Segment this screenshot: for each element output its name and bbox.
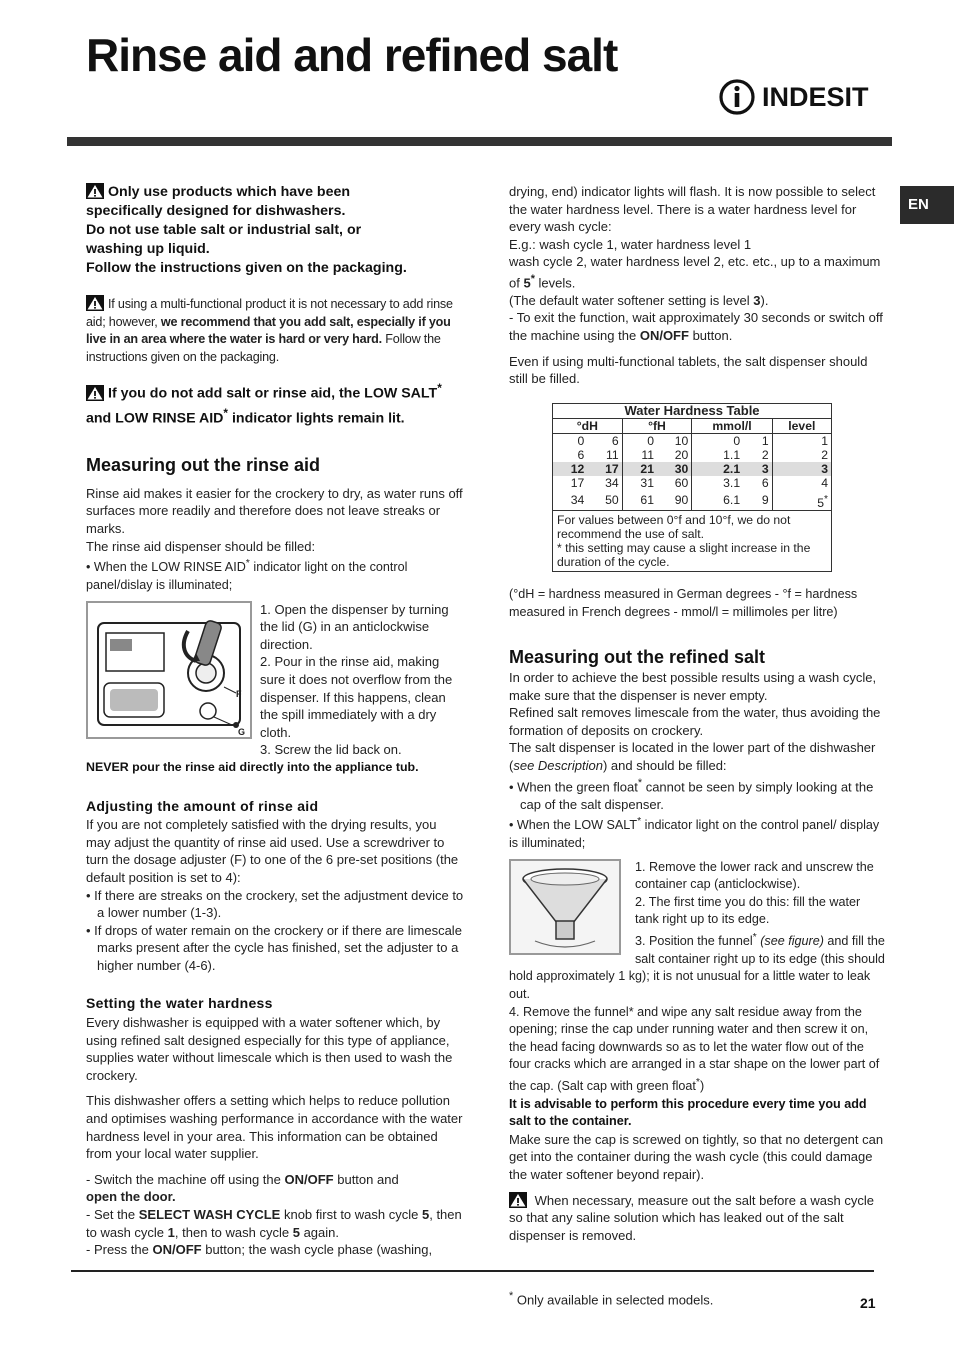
figure-label-g: G bbox=[238, 726, 246, 737]
salt-funnel-figure bbox=[509, 859, 621, 955]
warning-line: Follow the instructions given on the packaging. bbox=[86, 260, 407, 276]
brand-logo-icon bbox=[718, 78, 756, 116]
step-set-knob: - Set the SELECT WASH CYCLE knob first to wash cycle 5, then to wash cycle 1, then to wash cycle 5 again. bbox=[86, 1207, 462, 1240]
paragraph: Refined salt removes limescale from the water, thus avoiding the formation of deposits on crockery. bbox=[509, 705, 881, 738]
paragraph: wash cycle 2, water hardness level 2, etc. etc., up to a maximum of 5* levels. bbox=[509, 254, 881, 291]
bullet-item: • If there are streaks on the crockery, set the adjustment device to a lower number (1-3). bbox=[86, 887, 464, 921]
paragraph: This dishwasher offers a setting which helps to reduce pollution and optimises washing performance in accordance with the water hardness level in your area. This information can be obtained from your local water supplier. bbox=[86, 1093, 463, 1162]
step: 3. Screw the lid back on. bbox=[260, 742, 402, 758]
paragraph: - To exit the function, wait approximately 30 seconds or switch off the machine using the ON/OFF button. bbox=[509, 310, 883, 344]
language-tab: EN bbox=[900, 186, 954, 224]
paragraph: Make sure the cap is screwed on tightly, so that no detergent can get into the container during the wash cycle (this could damage the water softener beyond repair). bbox=[509, 1131, 884, 1183]
step: 1. Remove the lower rack and unscrew the container cap (anticlockwise). bbox=[635, 859, 874, 892]
step: 3. Position the funnel* (see figure) and fill the salt container right up to its edge (this should hold approximately 1 kg); it is not unusual for a little water to leak out. bbox=[509, 930, 885, 1001]
subheading-water-hardness: Setting the water hardness bbox=[86, 995, 273, 1012]
paragraph: drying, end) indicator lights will flash. It is now possible to select the water hardness level. There is a water hardness level for every wash cycle: bbox=[509, 184, 876, 235]
table-row-default: 12 17 21 30 2.1 3 3 bbox=[553, 462, 832, 476]
bottom-divider bbox=[71, 1270, 874, 1272]
figure-label-f: F bbox=[236, 688, 242, 699]
units-legend: (°dH = hardness measured in German degrees - °f = hardness measured in French degrees - mmol/l = millimoles per litre) bbox=[509, 586, 858, 619]
bullet-low-salt: • When the LOW SALT* indicator light on the control panel/ display is illuminated; bbox=[509, 815, 880, 850]
paragraph: E.g.: wash cycle 1, water hardness level 1 bbox=[509, 236, 752, 252]
warning-icon bbox=[86, 295, 104, 311]
paragraph: In order to achieve the best possible results using a wash cycle, make sure that the dispenser is never empty. bbox=[509, 670, 877, 703]
bullet-item: • If drops of water remain on the crockery or if there are limescale marks present after the cycle has finished, set the adjuster to a higher number (4-6). bbox=[86, 922, 462, 973]
warning-line: Only use products which have been bbox=[108, 184, 351, 200]
warning-line: washing up liquid. bbox=[86, 241, 210, 257]
table-header: level bbox=[772, 418, 831, 433]
never-warning: NEVER pour the rinse aid directly into the appliance tub. bbox=[86, 759, 419, 774]
table-row: 0 6 0 10 0 1 1 bbox=[553, 433, 832, 448]
step-switch-off: - Switch the machine off using the ON/OFF button and open the door. bbox=[86, 1171, 399, 1205]
salt-steps bbox=[509, 859, 887, 1004]
table-row: 34 50 61 90 6.1 9 5* bbox=[553, 490, 832, 511]
rinse-aid-steps bbox=[86, 601, 464, 759]
table-header: mmol/l bbox=[692, 418, 772, 433]
paragraph: (The default water softener setting is level 3). bbox=[509, 292, 769, 308]
step: 2. The first time you do this: fill the water tank right up to its edge. bbox=[635, 894, 861, 927]
water-hardness-table bbox=[552, 403, 832, 572]
subheading-adjust: Adjusting the amount of rinse aid bbox=[86, 797, 319, 814]
left-column bbox=[86, 183, 464, 1259]
right-column bbox=[509, 183, 887, 1244]
warning-multifunctional: If using a multi-functional product it is not necessary to add rinse aid; however, we recommend that you add salt, especially if you live in an area where the water is hard or very hard. Follow the instructions given on the packaging. bbox=[86, 297, 453, 364]
warning-icon bbox=[86, 183, 104, 199]
funnel-illustration bbox=[511, 861, 619, 953]
rinse-aid-step-list bbox=[260, 601, 464, 759]
warning-salt: When necessary, measure out the salt before a wash cycle so that any saline solution which has leaked out of the salt dispenser is removed. bbox=[509, 1192, 874, 1243]
section-heading-rinse-aid: Measuring out the rinse aid bbox=[86, 454, 321, 475]
paragraph: Every dishwasher is equipped with a water softener which, by using refined salt designed especially for this type of appliance, supplies water without limescale which is then used to wash the crockery. bbox=[86, 1015, 453, 1083]
footnote: * Only available in selected models. bbox=[509, 1290, 714, 1308]
step: 4. Remove the funnel* and wipe any salt residue away from the opening; rinse the cap under running water and then screw it on, the head facing downwards so as to let the water flow out of the four cracks which are arranged in a star shape on the lower part of the cap. (Salt cap with green float*) bbox=[509, 1004, 880, 1094]
top-divider bbox=[67, 137, 892, 146]
table-header: °fH bbox=[622, 418, 692, 433]
table-note: For values between 0°f and 10°f, we do not recommend the use of salt. * this setting may cause a slight increase in the duration of the cycle. bbox=[553, 510, 832, 571]
paragraph: The salt dispenser is located in the lower part of the dishwasher (see Description) and should be filled: bbox=[509, 740, 876, 774]
warning-line: specifically designed for dishwashers. bbox=[86, 203, 346, 219]
page-title: Rinse aid and refined salt bbox=[86, 29, 618, 81]
table-title: Water Hardness Table bbox=[553, 403, 832, 418]
brand-logo-text: INDESIT bbox=[762, 81, 869, 112]
rinse-aid-dispenser-figure bbox=[86, 601, 252, 739]
warning-products bbox=[86, 183, 464, 278]
warning-indicator-lights: If you do not add salt or rinse aid, the LOW SALT* and LOW RINSE AID* indicator lights remain lit. bbox=[86, 381, 442, 427]
paragraph: The rinse aid dispenser should be filled: bbox=[86, 538, 316, 554]
table-row: 6 11 11 20 1.1 2 2 bbox=[553, 448, 832, 462]
paragraph: Rinse aid makes it easier for the crockery to dry, as water runs off surfaces more readily and therefore does not leave streaks or marks. bbox=[86, 485, 463, 537]
table-row: 17 34 31 60 3.1 6 4 bbox=[553, 476, 832, 490]
warning-icon bbox=[86, 385, 104, 401]
warning-line: Do not use table salt or industrial salt, or bbox=[86, 222, 362, 238]
advise-note: It is advisable to perform this procedure every time you add salt to the container. bbox=[509, 1096, 867, 1129]
page-number: 21 bbox=[860, 1295, 876, 1311]
bullet-low-rinse-aid: • When the LOW RINSE AID* indicator light on the control panel/dislay is illuminated; bbox=[86, 557, 408, 592]
paragraph: Even if using multi-functional tablets, the salt dispenser should still be filled. bbox=[509, 353, 868, 387]
section-heading-refined-salt: Measuring out the refined salt bbox=[509, 647, 766, 668]
dispenser-illustration bbox=[88, 603, 250, 737]
warning-icon bbox=[509, 1192, 527, 1208]
step-press-onoff: - Press the ON/OFF button; the wash cycle phase (washing, bbox=[86, 1242, 433, 1258]
bullet-green-float: • When the green float* cannot be seen by simply looking at the cap of the salt dispenser. bbox=[509, 776, 874, 812]
step: 2. Pour in the rinse aid, making sure it does not overflow from the dispenser. If this happens, clean the spill immediately with a dry cloth. bbox=[260, 654, 453, 740]
step: 1. Open the dispenser by turning the lid (G) in an anticlockwise direction. bbox=[260, 601, 449, 652]
table-header: °dH bbox=[553, 418, 623, 433]
brand-logo bbox=[718, 78, 869, 116]
paragraph: If you are not completely satisfied with the drying results, you may adjust the quantity of rinse aid used. Use a screwdriver to turn the dosage adjuster (F) to one of the 6 pre-set positions (the default position is set to 4): bbox=[86, 817, 459, 885]
